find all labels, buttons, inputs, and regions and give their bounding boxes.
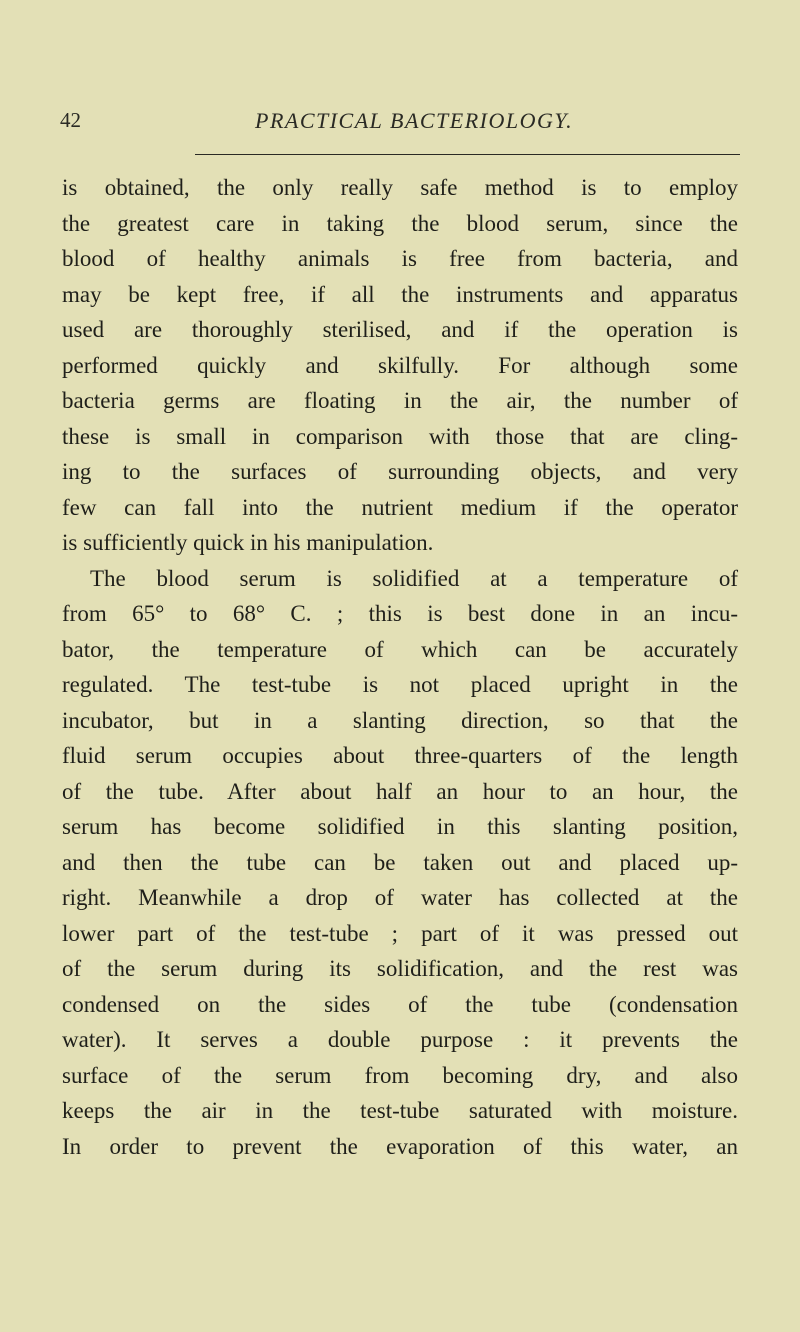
- text-line: bacteria germs are floating in the air, the number of: [62, 388, 738, 413]
- text-line: ing to the surfaces of surrounding objects, and very: [62, 459, 738, 484]
- text-line: bator, the temperature of which can be accurately: [62, 636, 738, 662]
- header-rule: [195, 154, 740, 155]
- page-number: 42: [60, 108, 81, 132]
- text-line: blood of healthy animals is free from bacteria, and: [62, 246, 738, 271]
- text-line: from 65° to 68° C. ; this is best done in an incu-: [62, 601, 738, 626]
- text-line: used are thoroughly sterilised, and if the operation is: [62, 317, 738, 342]
- text-line: of the tube. After about half an hour to an hour, the: [62, 778, 738, 804]
- running-head: PRACTICAL BACTERIOLOGY.: [255, 108, 574, 133]
- text-line: these is small in comparison with those that are cling-: [62, 423, 738, 449]
- text-line: surface of the serum from becoming dry, and also: [62, 1062, 738, 1088]
- text-line: regulated. The test-tube is not placed upright in the: [62, 672, 738, 697]
- text-line: The blood serum is solidified at a temperature of: [90, 565, 738, 591]
- text-line: serum has become solidified in this slanting position,: [62, 814, 738, 839]
- text-line: water). It serves a double purpose : it prevents the: [62, 1027, 738, 1052]
- text-line: incubator, but in a slanting direction, so that the: [62, 707, 738, 733]
- text-line: right. Meanwhile a drop of water has collected at the: [62, 885, 738, 910]
- text-line: keeps the air in the test-tube saturated with moisture.: [62, 1098, 738, 1123]
- text-line: is obtained, the only really safe method is to employ: [62, 175, 738, 200]
- body-text: [62, 170, 738, 1164]
- text-line: fluid serum occupies about three-quarters of the length: [62, 743, 738, 768]
- text-line: and then the tube can be taken out and placed up-: [62, 849, 738, 875]
- text-line: of the serum during its solidification, and the rest was: [62, 956, 738, 981]
- text-line: the greatest care in taking the blood serum, since the: [62, 210, 738, 236]
- text-line: may be kept free, if all the instruments and apparatus: [62, 281, 738, 307]
- text-line: condensed on the sides of the tube (condensation: [62, 991, 738, 1017]
- text-line: In order to prevent the evaporation of this water, an: [62, 1133, 738, 1159]
- page-header: [60, 108, 780, 148]
- text-line: few can fall into the nutrient medium if the operator: [62, 494, 738, 520]
- text-line: lower part of the test-tube ; part of it was pressed out: [62, 920, 738, 946]
- text-line: performed quickly and skilfully. For although some: [62, 352, 738, 378]
- text-line: is sufficiently quick in his manipulation.: [62, 530, 434, 555]
